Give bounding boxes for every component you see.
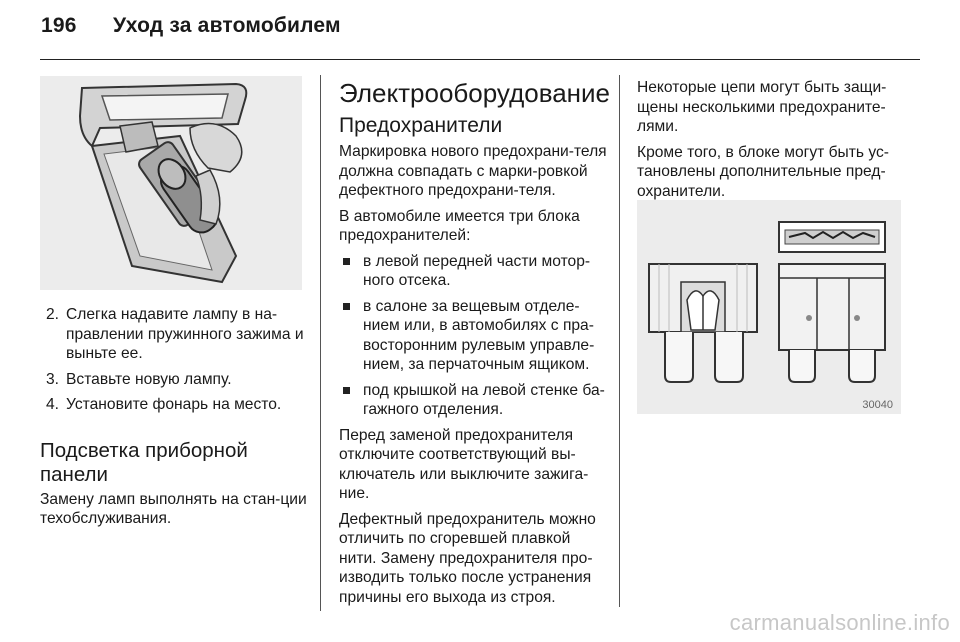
instruction-step	[40, 370, 308, 390]
instruction-step	[40, 395, 308, 415]
step-text: Вставьте новую лампу.	[66, 370, 232, 388]
list-item-text: в левой передней части мотор-ного отсека.	[363, 252, 591, 289]
bullet-square-icon	[343, 303, 350, 310]
list-item-text: под крышкой на левой стенке ба-гажного отделения.	[363, 381, 605, 418]
header-rule	[40, 59, 920, 60]
column-divider	[320, 75, 321, 611]
chapter-heading: Электрооборудование	[339, 78, 611, 108]
bullet-square-icon	[343, 387, 350, 394]
figure-code: 30040	[862, 399, 893, 411]
circuits-paragraph: Некоторые цепи могут быть защи-щены несколькими предохраните-лями.	[637, 79, 887, 135]
right-column	[637, 78, 907, 207]
list-item	[339, 252, 607, 291]
step-number: 2.	[46, 306, 60, 323]
list-item	[339, 381, 607, 420]
section-heading: Подсветка приборной панели	[40, 438, 248, 486]
list-item-text: в салоне за вещевым отделе-нием или, в автомобилях с пра-восторонним рулевым управле-нием, за перчаточным ящиком.	[363, 297, 595, 373]
intro-paragraph: Маркировка нового предохрани-теля должна совпадать с марки-ровкой дефектного предохрани-теля.	[339, 143, 607, 199]
page-title: Уход за автомобилем	[113, 14, 341, 37]
step-number: 4.	[46, 396, 60, 413]
lamp-illustration	[40, 76, 302, 290]
step-number: 3.	[46, 370, 60, 388]
page-header	[41, 14, 341, 38]
additional-fuses-paragraph: Кроме того, в блоке могут быть ус-тановлены дополнительные пред-охранители.	[637, 143, 889, 200]
page-number: 196	[41, 14, 77, 37]
replace-paragraph: Перед заменой предохранителя отключите соответствующий вы-ключатель или выключите зажига-ние.	[339, 426, 589, 502]
watermark: carmanualsonline.info	[729, 610, 950, 635]
step-text: Слегка надавите лампу в на-правлении пружинного зажима и выньте ее.	[66, 306, 304, 362]
defect-paragraph: Дефектный предохранитель можно отличить по сгоревшей плавкой нити. Замену предохранителя про-изводить только после устранения причины его выхода из строя.	[339, 510, 596, 606]
column-divider	[619, 75, 620, 607]
section-heading: Предохранители	[339, 114, 503, 137]
fuse-illustration	[637, 200, 901, 414]
section-text: Замену ламп выполнять на стан-ции техобслуживания.	[40, 490, 307, 527]
left-column	[40, 305, 308, 535]
instruction-step	[40, 305, 308, 364]
bullet-square-icon	[343, 258, 350, 265]
list-item	[339, 297, 607, 375]
step-text: Установите фонарь на место.	[66, 396, 282, 413]
blocks-intro: В автомобиле имеется три блока предохранителей:	[339, 207, 580, 244]
middle-column	[339, 78, 611, 613]
